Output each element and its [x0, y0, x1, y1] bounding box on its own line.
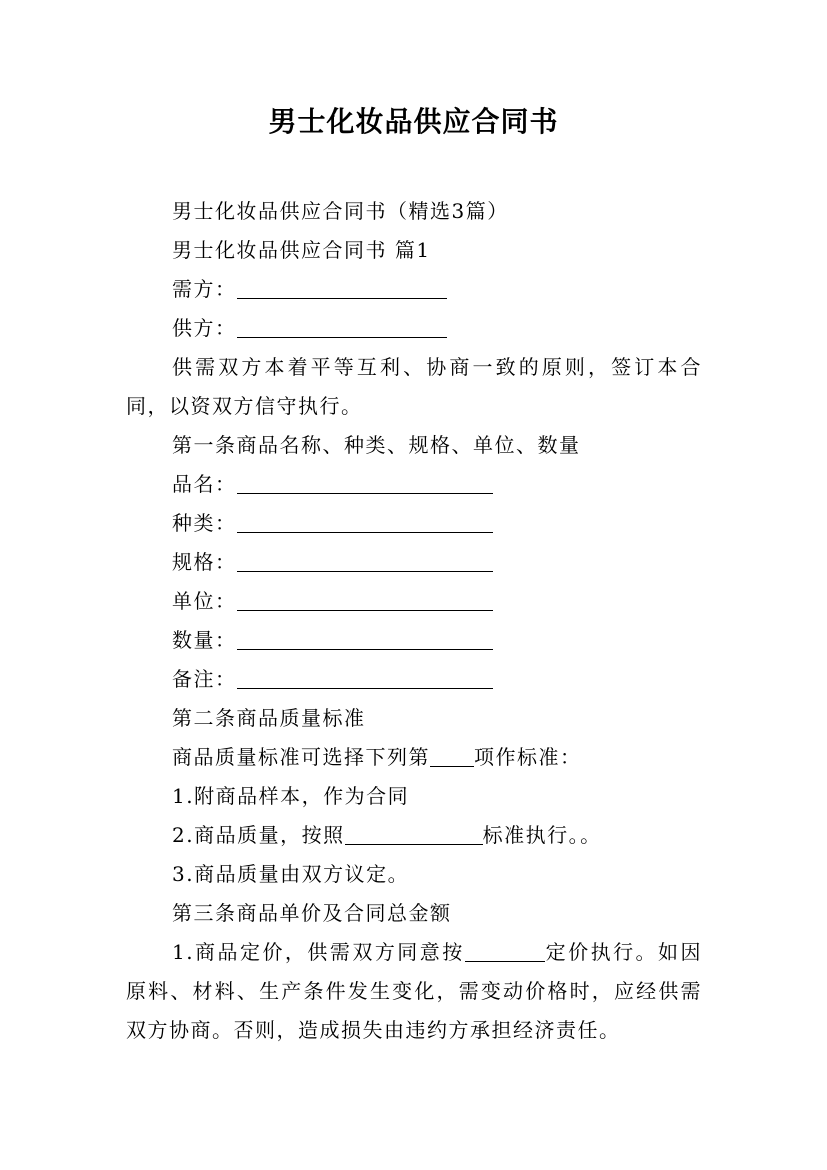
- unit-blank: [237, 590, 493, 611]
- qty-blank: [237, 629, 493, 650]
- section-heading: 男士化妆品供应合同书 篇1: [172, 238, 431, 262]
- article2-heading: 第二条商品质量标准: [172, 706, 366, 730]
- article2-choose: [126, 738, 702, 777]
- document-title: 男士化妆品供应合同书: [268, 105, 559, 138]
- type-blank: [237, 512, 493, 533]
- name-blank: [237, 473, 493, 494]
- note-blank: [237, 668, 493, 689]
- choose-before: 商品质量标准可选择下列第: [172, 745, 430, 769]
- seller-field: [126, 309, 702, 348]
- document-body: [126, 192, 702, 1050]
- spec-blank: [237, 551, 493, 572]
- seller-blank: [237, 317, 447, 338]
- article2-item3: 3.商品质量由双方议定。: [172, 862, 410, 886]
- qty-label: 数量：: [172, 628, 237, 652]
- buyer-field: [126, 270, 702, 309]
- unit-field: [126, 582, 702, 621]
- type-label: 种类：: [172, 511, 237, 535]
- choose-blank: [430, 746, 474, 767]
- qty-field: [126, 621, 702, 660]
- buyer-blank: [237, 278, 447, 299]
- seller-label: 供方：: [172, 316, 237, 340]
- intro-paragraph: 供需双方本着平等互利、协商一致的原则，签订本合同，以资双方信守执行。: [126, 355, 702, 418]
- para1-after: 定价执行。如因原料、材料、生产条件发生变化，需变动价格时，应经供需双方协商。否则，造成损失由违约方承担经济责任。: [126, 940, 702, 1042]
- name-label: 品名：: [172, 472, 237, 496]
- article2-item1: 1.附商品样本，作为合同: [172, 784, 410, 808]
- spec-label: 规格：: [172, 550, 237, 574]
- para1-before: 1.商品定价，供需双方同意按: [172, 940, 465, 964]
- item2-before: 2.商品质量，按照: [172, 823, 345, 847]
- article3-para1: [126, 933, 702, 1050]
- type-field: [126, 504, 702, 543]
- note-label: 备注：: [172, 667, 237, 691]
- article3-heading: 第三条商品单价及合同总金额: [172, 901, 452, 925]
- unit-label: 单位：: [172, 589, 237, 613]
- article1-heading: 第一条商品名称、种类、规格、单位、数量: [172, 433, 581, 457]
- article2-item2: [126, 816, 702, 855]
- buyer-label: 需方：: [172, 277, 237, 301]
- note-field: [126, 660, 702, 699]
- item2-blank: [345, 824, 483, 845]
- spec-field: [126, 543, 702, 582]
- item2-after: 标准执行。。: [482, 823, 602, 847]
- subtitle: 男士化妆品供应合同书（精选3篇）: [172, 199, 509, 223]
- name-field: [126, 465, 702, 504]
- price-blank: [465, 941, 545, 962]
- choose-after: 项作标准：: [474, 745, 582, 769]
